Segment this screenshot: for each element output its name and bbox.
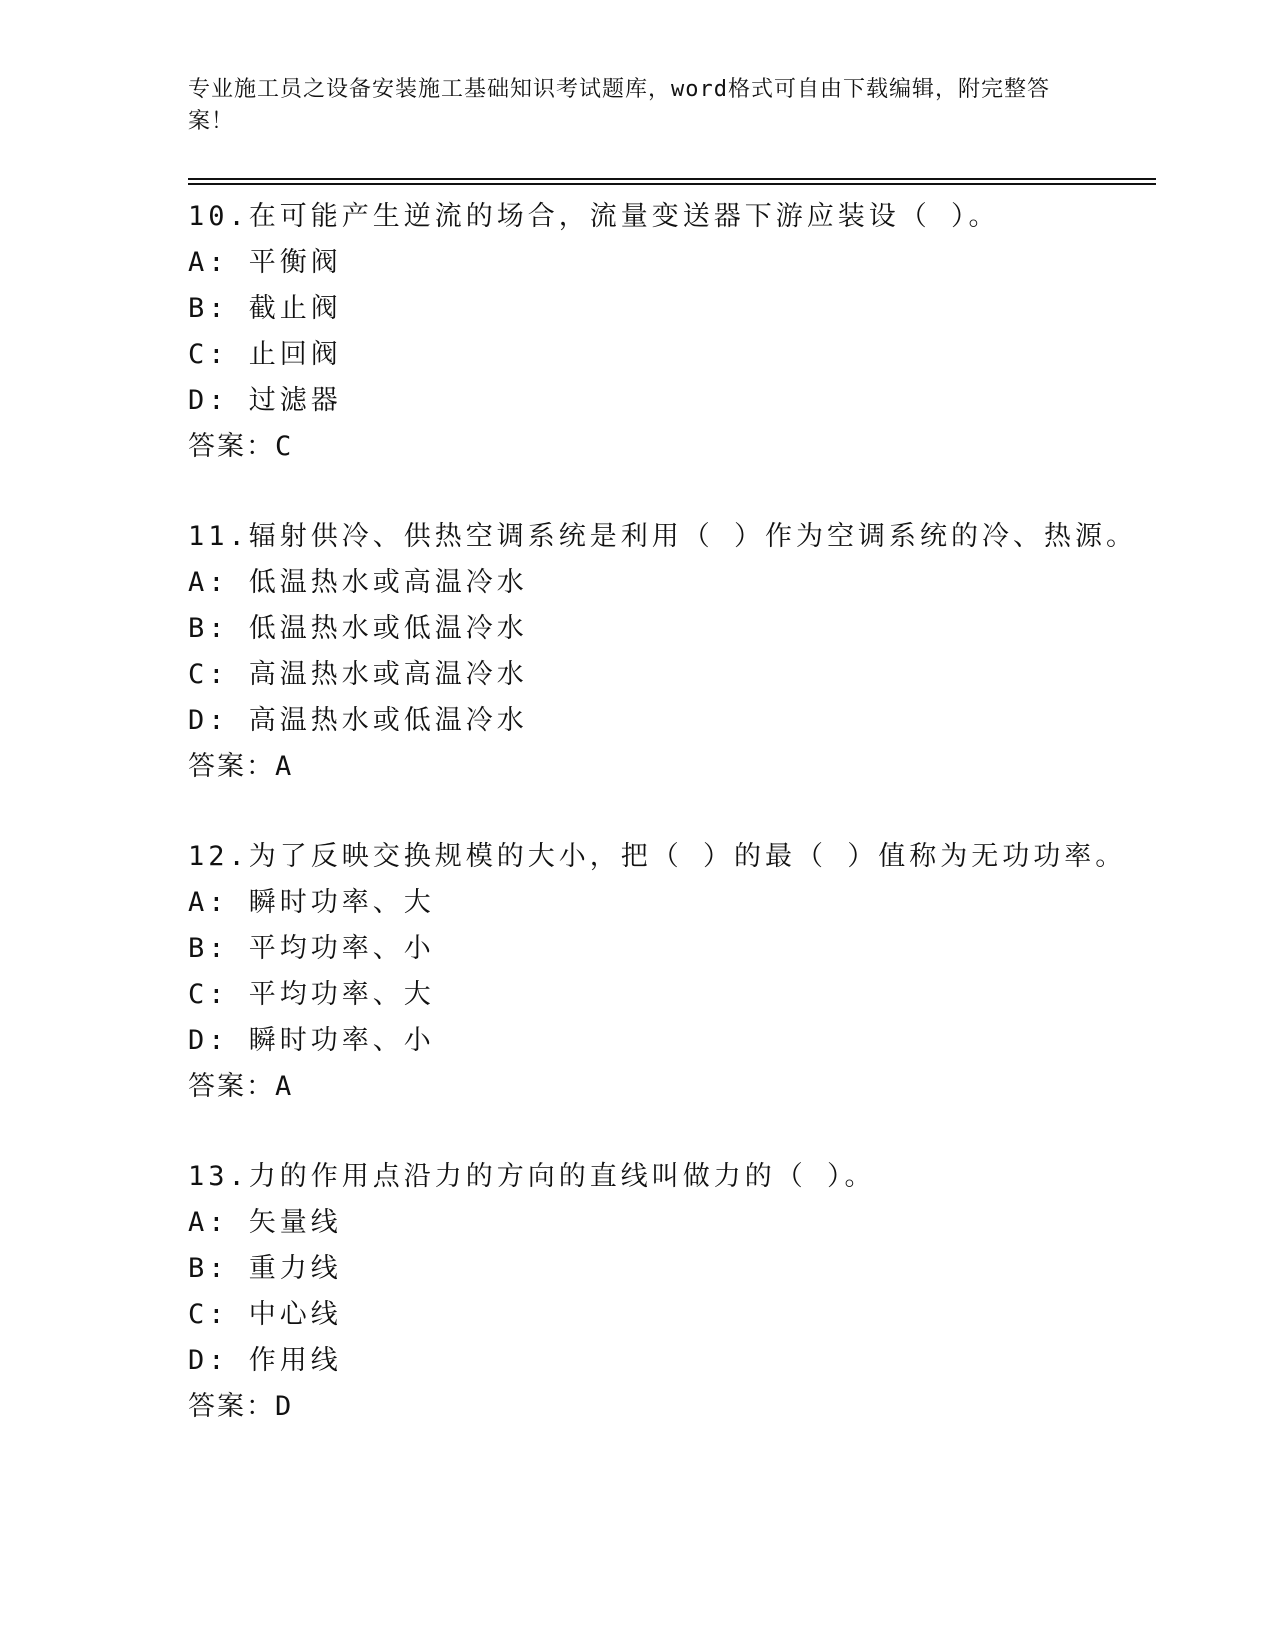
option-d: D: 作用线 <box>188 1345 342 1376</box>
question-12 <box>188 834 1148 1110</box>
option-a: A: 平衡阀 <box>188 247 342 278</box>
answer-value: C <box>275 431 292 462</box>
option-b: B: 平均功率、小 <box>188 933 435 964</box>
document-header: 专业施工员之设备安装施工基础知识考试题库，word格式可自由下载编辑，附完整答案！ <box>188 77 1050 134</box>
option-d: D: 高温热水或低温冷水 <box>188 705 528 736</box>
answer-line <box>188 424 1148 470</box>
question-stem: 10.在可能产生逆流的场合，流量变送器下游应装设（ ）。 <box>188 201 1000 232</box>
option-c: C: 中心线 <box>188 1299 342 1330</box>
option-b: B: 重力线 <box>188 1253 342 1284</box>
option-b: B: 截止阀 <box>188 293 342 324</box>
header-divider-bottom <box>188 183 1156 185</box>
answer-value: A <box>275 1071 292 1102</box>
option-d: D: 过滤器 <box>188 385 342 416</box>
option-c: C: 止回阀 <box>188 339 342 370</box>
option-a: A: 瞬时功率、大 <box>188 887 435 918</box>
option-a: A: 矢量线 <box>188 1207 342 1238</box>
question-stem: 11.辐射供冷、供热空调系统是利用（ ）作为空调系统的冷、热源。 <box>188 521 1138 552</box>
answer-label: 答案： <box>188 431 275 462</box>
answer-value: A <box>275 751 292 782</box>
question-13 <box>188 1154 1148 1430</box>
option-a: A: 低温热水或高温冷水 <box>188 567 528 598</box>
question-11 <box>188 514 1148 790</box>
option-d: D: 瞬时功率、小 <box>188 1025 435 1056</box>
question-stem: 13.力的作用点沿力的方向的直线叫做力的（ ）。 <box>188 1161 876 1192</box>
option-c: C: 高温热水或高温冷水 <box>188 659 528 690</box>
answer-line <box>188 744 1148 790</box>
option-b: B: 低温热水或低温冷水 <box>188 613 528 644</box>
question-stem: 12.为了反映交换规模的大小，把（ ）的最（ ）值称为无功功率。 <box>188 841 1127 872</box>
answer-label: 答案： <box>188 751 275 782</box>
answer-line <box>188 1064 1148 1110</box>
option-c: C: 平均功率、大 <box>188 979 435 1010</box>
answer-value: D <box>275 1391 292 1422</box>
answer-label: 答案： <box>188 1391 275 1422</box>
question-10 <box>188 194 1148 470</box>
header-divider-top <box>188 178 1156 180</box>
answer-label: 答案： <box>188 1071 275 1102</box>
answer-line <box>188 1384 1148 1430</box>
